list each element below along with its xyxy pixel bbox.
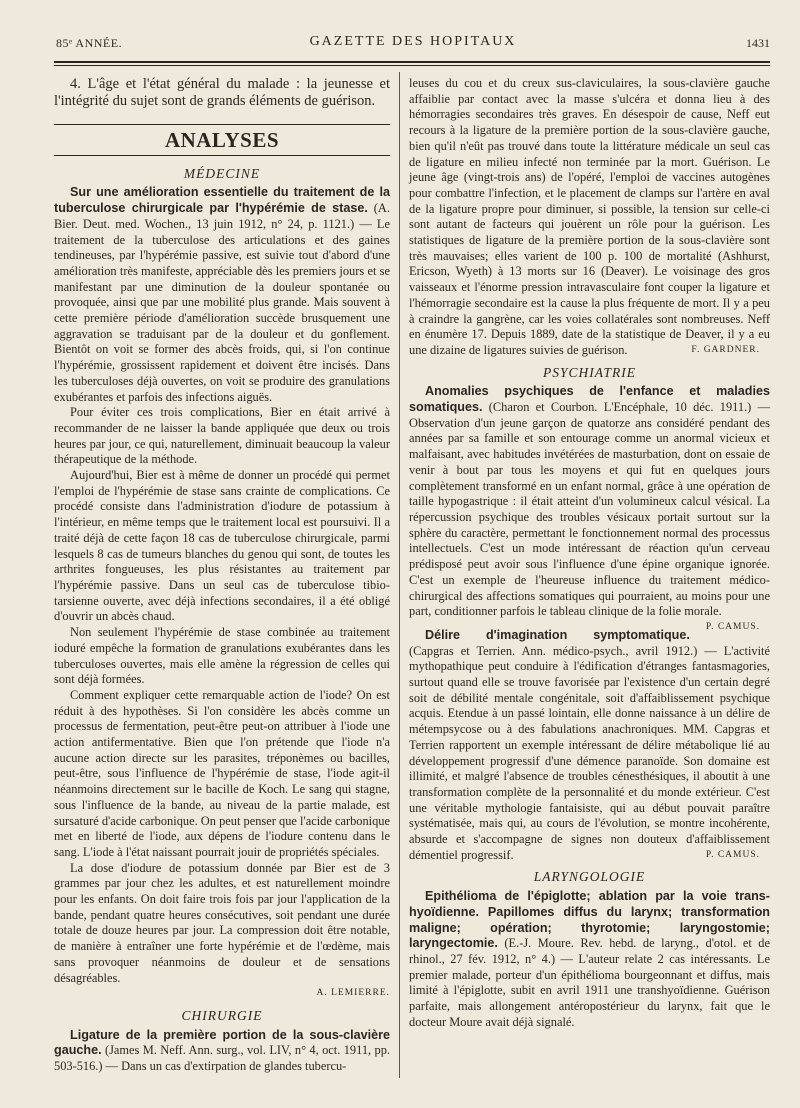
article-bier-lead [54,185,390,405]
column-separator [399,72,400,1078]
article-text: L'activité mythopathique peut conduire à l'édification d'étranges fantasmagories, surtout quand elle se trouve favorisée par l'existence d'un certain degré soit de débilité mentale congénitale, soit d'affaiblissement psychique acquis. Etendue à un passé lointain, elle donne naissance à un délire de métempsycose ou à des fabulations anachroniques. MM. Capgras et Terrien rapportent un exemple intéressant de délire métabolique lié au développement progressif d'une démence paranoïde. Son domaine est illimité, et malgré l'absence de troubles cénesthésiques, il aboutit à une transformation complète de la personnalité et du monde extérieur. C'est une véritable mythologie fantaisiste, qui au début pouvait paraître systématisée, mais qui, au cours de l'évolution, se montre incohérente, absurde et s'accompagne de signes non douteux d'affaiblissement démentiel progressif. [409,643,770,862]
article-reference: (James M. Neff. Ann. surg., vol. LIV, n° 4, oct. 1911, pp. 503-516.) — [54,1043,390,1074]
intro-paragraph: 4. L'âge et l'état général du malade : la jeunesse et l'intégrité du sujet sont de grands éléments de guérison. [54,76,390,109]
article-neff-continued [409,76,770,359]
article-paragraph: Non seulement l'hypérémie de stase combinée au traitement ioduré empêche la formation de granulations exubérantes dans les tuberculoses ouvertes, mais elle amène la régression de celles qui sont déjà formées. [54,625,390,687]
right-column [409,76,770,1030]
article-text: L'auteur relate 2 cas intéressants. Le premier malade, porteur d'un épithélioma bourgeonnant et diffus, mais limité à l'épiglotte, subit en avril 1911 une transhyoïdienne. Guérison parfaite, mais allongement antéropostérieur du larynx, fait que le docteur Moure avait déjà signalé. [409,951,770,1029]
article-paragraph: Aujourd'hui, Bier est à même de donner un procédé qui permet l'emploi de l'hypérémie de stase sans crainte de complications. Ce procédé consiste dans l'administration d'iodure de potassium à l'intérieur, en même temps que le traitement local est poursuivi. Il a traité déjà de cette façon 18 cas de tuberculose chirurgicale, parmi lesquels 8 cas de tumeurs blanches du genou qui sont, de toutes les arthrites fongueuses, les plus résistantes au traitement par l'hypérémie passive. Dans un seul cas de tuberculose tibio-tarsienne ouverte, avec déjà infections secondaires, il a été obligé d'ouvrir un abcès chaud. [54,468,390,624]
article-title: Sur une amélioration essentielle du traitement de la tuberculose chirurgicale par l'hypérémie de stase. [54,185,390,216]
section-medecine: MÉDECINE [183,165,261,181]
signature-gardner: F. GARDNER. [691,344,760,355]
article-neff-lead [54,1028,390,1075]
section-laryngologie: LARYNGOLOGIE [533,869,646,885]
article-text: Observation d'un jeune garçon de quatorze ans considéré pendant des années par sa famille et son entourage comme un anormal vicieux et malfaisant, avec habitudes invétérées de masturbation, dont on essaie de venir à bout par tous les moyens et qui fut en quelques jours complètement transformé en un enfant normal, grâce à une opération de taille hypogastrique : il était atteint d'un volumineux calcul vésical. La répercussion psychique des troubles vésicaux portait surtout sur la sphère du caractère, permettant le fonctionnement normal des processus intellectuels. C'est un mode intéressant de réaction qu'un cerveau prédisposé peut avoir sous l'influence d'une épine organique ignorée. C'est un exemple de l'heureuse influence du traitement médico-chirurgical des affections somatiques qui pourraient, au moins pour une part, conditionner parfois le tableau clinique de la folie morale. [409,415,770,619]
article-text: Dans un cas d'extirpation de glandes tubercu- [121,1059,347,1074]
signature-camus: P. CAMUS. [705,849,760,860]
article-moure-lead [409,889,770,1030]
article-reference: (Capgras et Terrien. Ann. médico-psych., avril 1912.) — [409,643,724,658]
article-text: Le traitement de la tuberculose des articulations et des gaines tendineuses, par l'hypérémie passive, est suivie tout d'abord d'une amélioration très manifeste, appréciable dès les premiers jours et se manifestant par une diminution de la douleur spontanée ou provoquée, ainsi que par une mobilité plus grande. Mais souvent à cette première période d'amélioration succède brusquement une aggravation se traduisant par de la douleur et du gonflement. Bientôt on voit se former des abcès froids, qui, si l'on continue l'hypérémie, grossissent rapidement et doivent être incisés. Dans les tuberculoses déjà ouvertes, on voit se produire des granulations exubérantes et parfois des infections aiguës. [54,216,390,404]
running-header [56,34,770,56]
article-paragraph: La dose d'iodure de potassium donnée par Bier est de 3 grammes par jour chez les adultes, et est naturellement moindre pour les enfants. On doit faire trois fois par jour l'application de la bande, pendant quatre heures consécutives, soit pendant une durée totale de douze heures par jour. La compression doit être notable, de manière à entraîner une forte hypérémie et de l'œdème, mais sans provoquer néanmoins de douleur et de sensations désagréables. [54,860,390,985]
article-reference: (E.-J. Moure. Rev. hebd. de laryng., d'otol. et de rhinol., 27 fév. 1912, n° 4.) — [409,936,770,966]
article-title: Epithélioma de l'épiglotte; ablation par la voie trans-hyoïdienne. Papillomes diffus du larynx; transformation maligne; opération; thyrotomie; laryngostomie; laryngectomie. [409,889,770,951]
page-number: 1431 [746,36,770,50]
article-paragraph: Pour éviter ces trois complications, Bier en était arrivé à recommander de ne laisser la bande appliquée que deux ou trois heures par jour, ce qui, naturellement, diminuait beaucoup la valeur thérapeutique de la méthode. [54,405,390,467]
article-reference: (Charon et Courbon. L'Encéphale, 10 déc. 1911.) — [482,400,770,415]
article-reference: (A. Bier. Deut. med. Wochen., 13 juin 1912, n° 24, p. 1121.) — [54,201,390,231]
article-title: Ligature de la première portion de la sous-clavière gauche. [54,1027,390,1058]
signature-camus: P. CAMUS. [705,621,760,632]
article-title: Anomalies psychiques de l'enfance et maladies somatiques. [409,384,770,415]
article-title: Délire d'imagination symptomatique. [425,627,690,642]
signature-lemierre: A. LEMIERRE. [316,988,390,999]
header-rule-thin [54,65,770,66]
analyses-heading: ANALYSES [54,124,390,156]
article-text: leuses du cou et du creux sus-claviculaires, la sous-clavière gauche affaiblie par contact avec la masse s'ulcéra et donna lieu à des hémorragies secondaires très graves. En désespoir de cause, Neff eut recours à la ligature de la première portion de la sous-clavière gauche, bien qu'il n'eût pas trouvé dans toute la littérature médicale un seul cas de ligature en milieu infecté non terminée par la mort. Guérison. Le jeune âge (vingt-trois ans) de l'opéré, l'emploi de vaccines autogènes pour combattre l'infection, et le placement de clamps sur l'artère en aval de la ligature propre pour diminuer, si possible, la tension sur celle-ci sont autant de facteurs qui jouèrent un rôle pour la guérison. Les statistiques de ligature de la première portion de la sous-clavière sont très mauvaises; elles varient de 100 p. 100 de mortalité (Ashhurst, Ericson, Wyeth) à 13 morts sur 16 (Deaver). Le voisinage des gros vaisseaux et l'énorme pression intravasculaire font couper la ligature et l'hémorragie secondaire est la cause la plus fréquente de mort. Il y a peu à craindre la gangrène, car les voies collatérales sont nombreuses. Neff en énumère 17. Depuis 1889, date de la statistique de Deaver, il y a eu une dizaine de ligatures suivies de guérison. [409,76,770,357]
section-psychiatrie: PSYCHIATRIE [543,364,636,380]
section-chirurgie: CHIRURGIE [181,1007,263,1023]
article-paragraph: Comment expliquer cette remarquable action de l'iode? On est réduit à des hypothèses. Si l'on considère les abcès comme un processus de fermentation, peut-être peut-on attribuer à l'iode une action antifermentative. Bien que l'on prétende que l'iode n'a aucune action directe sur les parasites, tréponèmes ou bacilles, peut-être, sous l'influence de l'hypérémie de stase, l'iode agit-il néanmoins directement sur le bacille de Koch. Le sang qui stagne, sous l'influence de la bande, au niveau de la partie malade, est sursaturé d'acide carbonique. On peut penser que l'acide carbonique met en liberté de l'iode, aux dépens de l'iodure contenu dans le sang. L'iode à l'état naissant pourrait jouir de propriétés spéciales. [54,687,390,859]
header-rule-thick [54,61,770,63]
article-charon-lead [409,384,770,632]
left-column [54,76,390,1075]
article-capgras-lead [409,628,770,864]
edition-label: 85ᵉ ANNÉE. [56,36,123,50]
journal-title: GAZETTE DES HOPITAUX [309,34,517,49]
